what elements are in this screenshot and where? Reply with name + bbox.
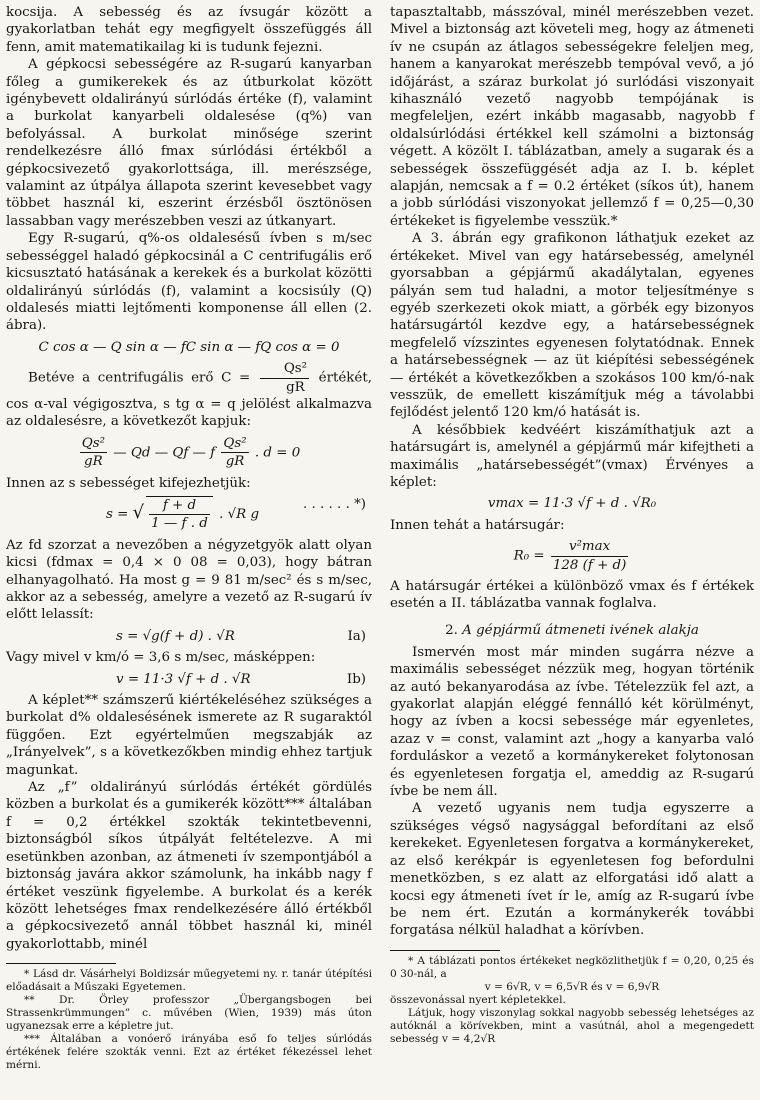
footnote-divider bbox=[6, 963, 116, 964]
footnotes bbox=[390, 955, 754, 1046]
paragraph: A 3. ábrán egy grafikonon láthatjuk ezeket az értékeket. Mivel van egy határsebesség, amelynél gyorsabban a gépjármű akadálytalan, egyenes pályán sem tud haladni, a motor teljesítménye s egyéb szerkezeti okok miatt, a görbék egy bizonyos határsugártól kezdve egy, a határsebességnek megfelelő vízszintes egyenesen folytatódnak. Ennek a határsebességnek — az üt kiépítési sebességének — értékét a következőkben a szokásos 100 km/ó-nak vesszük, de emellett kiszámítjuk még a távolabbi fejlődést jelentő 120 km/ó hatását is. bbox=[390, 231, 754, 421]
footnote: Látjuk, hogy viszonylag sokkal nagyobb sebesség lehetséges az autóknál a körívekben, mint a vasútnál, ahol a megengedett sebesség v = 4,2√R bbox=[390, 1006, 754, 1045]
paragraph: Az fd szorzat a nevezőben a négyzetgyök alatt olyan kicsi (fdmax = 0,4 × 0 08 = 0,03), hogy bátran elhanyagolható. Ha most g = 9 81 m/sec² és s m/sec, akkor az a sebesség, amelyre a vezető az R-sugarú ív előtt lelassít: bbox=[6, 537, 372, 623]
fraction-numerator: Qs² bbox=[221, 435, 248, 453]
equation-3 bbox=[6, 496, 372, 533]
equation-fragment: . √R g bbox=[219, 506, 260, 522]
text-fragment: értékét, cos α-val végigosztva, s tg α = q jelölést alkalmazva az oldalesésre, a következőt kapjuk: bbox=[6, 370, 372, 430]
equation-fragment: s = √g(f + d) . √R bbox=[116, 628, 235, 644]
footnote: * Lásd dr. Vásárhelyi Boldizsár műegyetemi ny. r. tanár útépítési előadásait a Műszaki Egyetemen. bbox=[6, 968, 372, 994]
equation-4 bbox=[6, 628, 372, 645]
fraction-denominator: 1 — f . d bbox=[151, 516, 208, 532]
paragraph: tapasztaltabb, másszóval, minél merészebben vezet. Mivel a biztonság azt követeli meg, hogy az átmeneti ív ne csupán az átlagos sebességekre feleljen meg, hanem a kanyarokat merészebb tempóval vevő, a jó időjárást, a száraz burkolat jó surlódási viszonyait kihasználó vezető nagyobb tempójának is megfeleljen, ezért inkább magasabb, nagyobb f oldalsúrlódási értékkel kell számolni a biztonság végett. A közölt I. táblázatban, amely a sugarak és a sebességek összefüggését adja az I. b. képlet alapján, nemcsak a f = 0.2 értéket (síkos út), hanem a jobb súrlódási viszonyokat jellemző f = 0,25—0,30 értékeket is figyelembe vesszük.* bbox=[390, 5, 754, 229]
paragraph: Ismervén most már minden sugárra nézve a maximális sebességet nézzük meg, hogyan történik az autó bekanyarodása az ívbe. Tételezzük fel azt, a gyakorlat alapján eléggé fennálló két körülményt, hogy az ívben a kocsi sebessége már egyenletes, azaz v = const, valamint azt „hogy a kanyarba való forduláskor a vezető a kormánykereket folytonosan és egyenletesen forgatja el, ameddig az R-sugarú ívbe be nem áll. bbox=[390, 644, 754, 800]
fraction-denominator: 128 (f + d) bbox=[552, 557, 627, 573]
fraction-numerator: f + d bbox=[149, 497, 210, 515]
equation-fragment: s = bbox=[106, 506, 129, 522]
equation-6: vmax = 11·3 √f + d . √R₀ bbox=[487, 496, 657, 512]
paragraph: A vezető ugyanis nem tudja egyszerre a szükséges végső nagysággal befordítani az első kerekeket. Egyenletesen forgatva a kormánykereket, az első kerékpár is egyenletesen fog befordulni menetközben, s ez alatt az elforgatási idő alatt a kocsi egy átmeneti ívet ír le, amíg az R-sugarú ívbe be nem ért. Ezután a kormánykerék további forgatása nélkül haladhat a körívben. bbox=[390, 801, 754, 939]
fraction bbox=[221, 435, 248, 471]
footnote: * A táblázati pontos értékeket negközlithetjük f = 0,20, 0,25 és 0 30-nál, a bbox=[390, 954, 754, 980]
fraction-denominator: gR bbox=[286, 379, 305, 395]
right-column bbox=[390, 4, 754, 1046]
paragraph: kocsija. A sebesség és az ívsugár között a gyakorlatban tehát egy megfigyelt összefüggés áll fenn, amit matematikailag ki is tudunk fejezni. bbox=[6, 5, 372, 55]
fraction bbox=[146, 496, 213, 533]
paragraph: A határsugár értékei a különböző vmax és f értékek esetén a II. táblázatba vannak foglalva. bbox=[390, 579, 754, 612]
equation-tag: Ib) bbox=[346, 671, 366, 687]
equation-2 bbox=[6, 435, 372, 471]
equation-fragment: R₀ = bbox=[513, 548, 545, 564]
equation-fragment: — Qd — Qf — f bbox=[113, 445, 216, 461]
left-column bbox=[6, 4, 372, 1072]
paragraph: Egy R-sugarú, q%-os oldalesésű ívben s m/sec sebességgel haladó gépkocsinál a C centrifugális erő kicsusztató hatásának a kerekek és a burkolat közötti oldalirányú súrlódás (f), valamint a kocsisúly (Q) oldalesés miatti lejtőmenti komponense áll ellen (2. ábra). bbox=[6, 231, 372, 334]
equation-tag: Ia) bbox=[347, 628, 366, 644]
equation-5 bbox=[6, 671, 372, 688]
section-number: 2. bbox=[445, 622, 458, 638]
paragraph: Innen az s sebességet kifejezhetjük: bbox=[6, 475, 251, 491]
fraction bbox=[260, 360, 309, 396]
paragraph: A képlet** számszerű kiértékeléséhez szükséges a burkolat d% oldalesésének ismerete az R sugaraktól függően. Ezt egyértelműen megszabják az „Irányelvek”, s a következőkben mindig ehhez tartjuk magunkat. bbox=[6, 693, 372, 778]
fraction bbox=[551, 538, 629, 574]
fraction-numerator: Qs² bbox=[260, 360, 309, 378]
fraction-numerator: Qs² bbox=[80, 435, 107, 453]
fraction-numerator: v²max bbox=[551, 538, 629, 556]
footnote-line: összevonással nyert képletekkel. bbox=[390, 993, 566, 1006]
paragraph: A későbbiek kedvéért kiszámíthatjuk azt a határsugárt is, amelynél a gépjármű már kifejtheti a maximális „határsebességét”(vmax) Érvényes a képlet: bbox=[390, 422, 754, 490]
paragraph: A gépkocsi sebességére az R-sugarú kanyarban főleg a gumikerekek és az útburkolat között igénybevett oldalirányú súrlódás értéke (f), valamint a burkolat kanyarbeli oldalesése (q%) van befolyással. A burkolat minősége szerint rendelkezésre álló fmax súrlódási értékből a gépkocsivezető gyakorlottsága, ill. merészsége, valamint az útpálya állapota szerint kevesebbet vagy többet használ ki, eszerint érzésből ösztönösen lassabban vagy merészebben veszi az útkanyart. bbox=[6, 57, 372, 229]
section-heading bbox=[390, 623, 754, 638]
fraction bbox=[80, 435, 107, 471]
footnotes bbox=[6, 968, 372, 1072]
section-title: A gépjármű átmeneti ivének alakja bbox=[462, 622, 699, 638]
text-fragment: Betéve a centrifugális erő C = bbox=[28, 370, 251, 386]
footnote: ** Dr. Örley professzor „Übergangsbogen bei Strassenkrümmungen” c. művében (Wien, 1939) más úton ugyanezsak erre a képletre jut. bbox=[6, 994, 372, 1033]
equation-7 bbox=[390, 538, 754, 574]
paragraph: Innen tehát a határsugár: bbox=[390, 517, 565, 533]
footnote: *** Általában a vonóerő irányába eső fo teljes súrlódás értékének felére szokták venni. Ezt az értéket fékezéssel lehet mérni. bbox=[6, 1033, 372, 1072]
paragraph-centrifugal bbox=[6, 360, 372, 431]
sqrt-sign-icon: √ bbox=[132, 501, 145, 523]
equation-1: C cos α — Q sin α — fC sin α — fQ cos α = 0 bbox=[38, 339, 340, 355]
footnote-divider bbox=[390, 950, 500, 951]
equation-tag: . . . . . . *) bbox=[303, 496, 366, 512]
fraction-denominator: gR bbox=[225, 454, 245, 470]
equation-fragment: . d = 0 bbox=[254, 445, 301, 461]
equation-fragment: v = 11·3 √f + d . √R bbox=[116, 671, 251, 687]
paragraph: Vagy mivel v km/ó = 3,6 s m/sec, másképpen: bbox=[6, 650, 316, 666]
paragraph: Az „f” oldalirányú súrlódás értékét gördülés közben a burkolat és a gumikerék között*** általában f = 0,2 értékkel szokták tekintetbevenni, biztonságból síkos útpályát feltételezve. A mi esetünkben azonban, az átmeneti ív szempontjából a biztonság javára akkor számolunk, ha inkább nagy f értéket veszünk figyelembe. A burkolat és a kerék között lehetséges fmax rendelkezésére álló értékből a gépkocsivezető annál többet használ ki, minél gyakorlottabb, minél bbox=[6, 780, 372, 952]
footnote-formula: v = 6√R, v = 6,5√R és v = 6,9√R bbox=[484, 980, 660, 993]
fraction-denominator: gR bbox=[84, 454, 103, 470]
